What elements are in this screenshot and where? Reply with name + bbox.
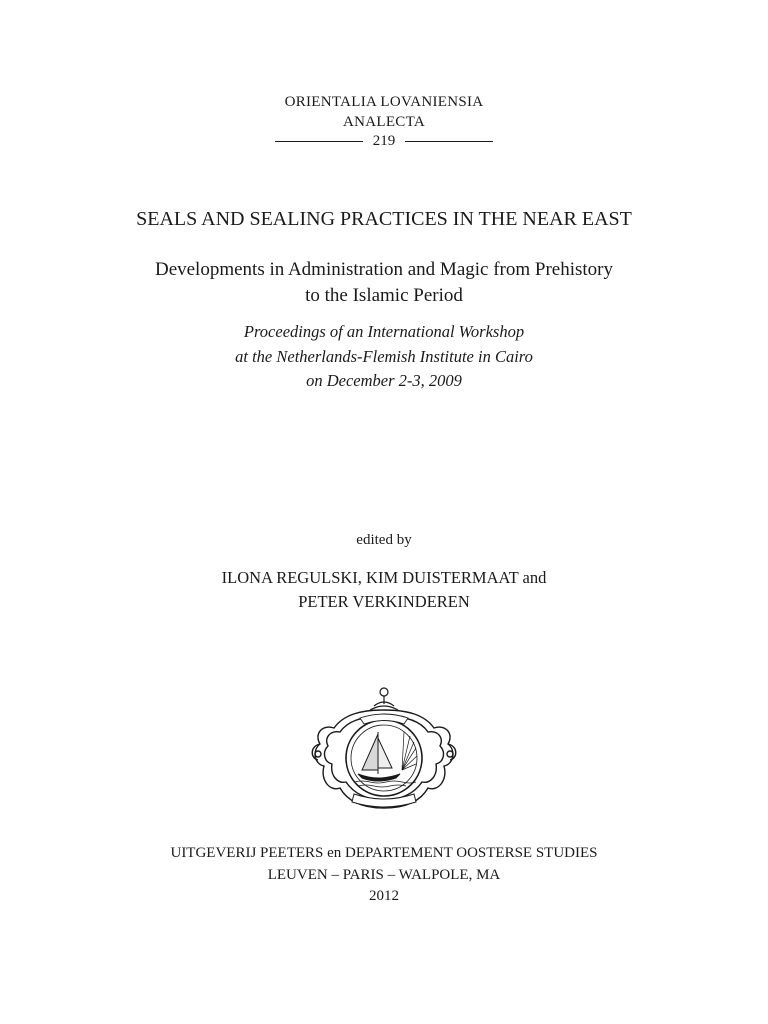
editors-line-2: PETER VERKINDEREN: [298, 592, 470, 611]
publisher-seal-icon: [304, 684, 464, 824]
publisher-line-2: LEUVEN – PARIS – WALPOLE, MA: [267, 867, 501, 883]
proceedings-line-1: Proceedings of an International Workshop: [243, 322, 525, 341]
proceedings-line-2: at the Netherlands-Flemish Institute in Cairo: [235, 347, 533, 366]
series-name: ORIENTALIA LOVANIENSIA: [284, 94, 484, 110]
edited-by-label: edited by: [356, 532, 412, 548]
series-subname: ANALECTA: [342, 114, 426, 130]
series-number: 219: [372, 133, 396, 149]
right-rule: [405, 141, 493, 142]
publication-year: 2012: [369, 888, 399, 904]
proceedings-line-3: on December 2-3, 2009: [306, 371, 462, 390]
left-rule: [275, 141, 363, 142]
subtitle-line-2: to the Islamic Period: [305, 285, 463, 306]
series-number-row: [0, 133, 768, 150]
book-title: SEALS AND SEALING PRACTICES IN THE NEAR EAST: [136, 208, 632, 230]
publisher-line-1: UITGEVERIJ PEETERS en DEPARTEMENT OOSTERSE STUDIES: [170, 845, 598, 861]
subtitle-line-1: Developments in Administration and Magic from Prehistory: [154, 259, 614, 280]
editors-line-1: ILONA REGULSKI, KIM DUISTERMAAT and: [221, 568, 547, 587]
